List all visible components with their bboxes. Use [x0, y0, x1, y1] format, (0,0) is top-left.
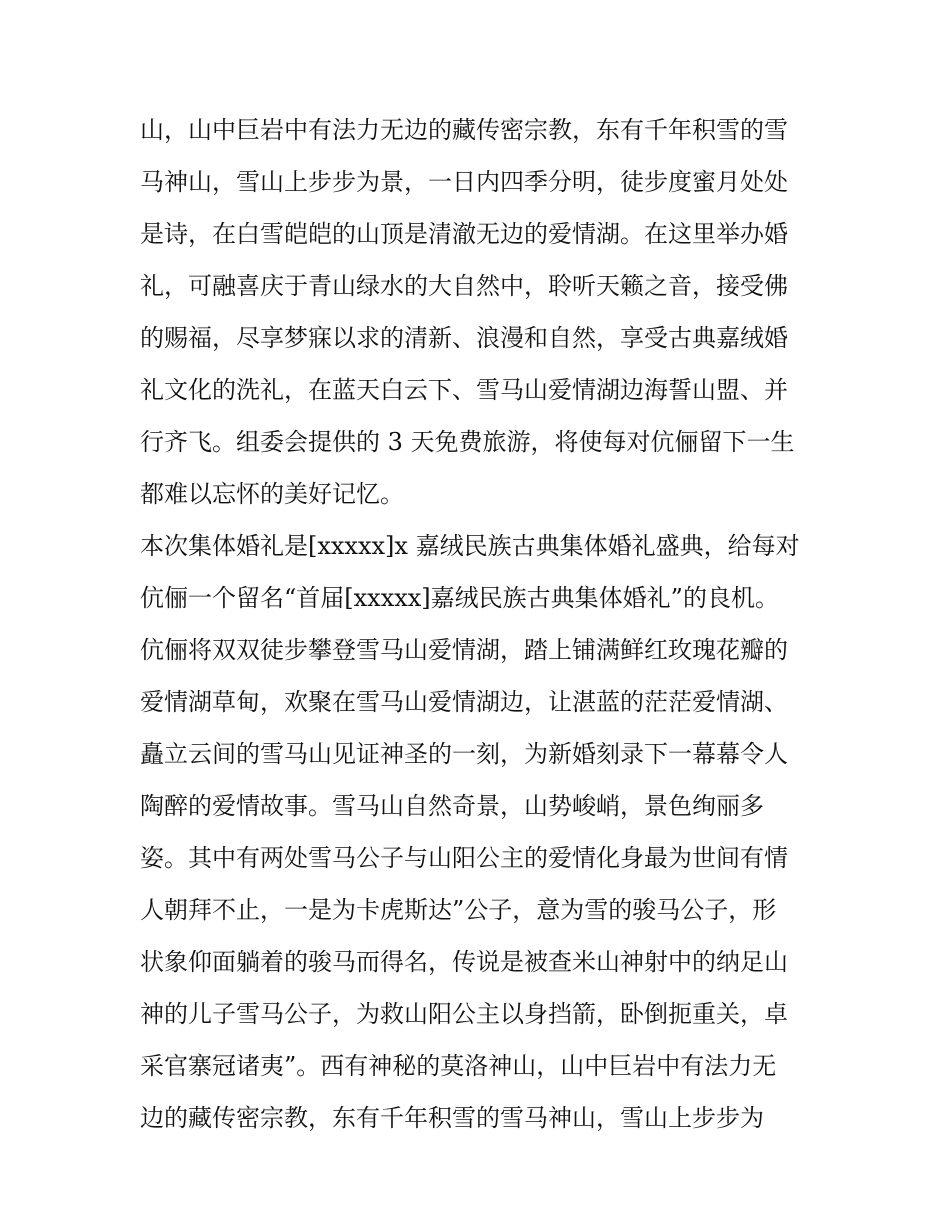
text-line: 山，山中巨岩中有法力无边的藏传密宗教，东有千年积雪的雪: [140, 116, 788, 144]
text-line: 是诗，在白雪皑皑的山顶是清澈无边的爱情湖。在这里举办婚: [140, 220, 788, 248]
text-line: 礼文化的洗礼，在蓝天白云下、雪马山爱情湖边海誓山盟、并: [140, 376, 788, 404]
text-line: 矗立云间的雪马山见证神圣的一刻，为新婚刻录下一幕幕令人: [140, 740, 788, 768]
text-line: 边的藏传密宗教，东有千年积雪的雪马神山，雪山上步步为: [140, 1104, 764, 1132]
text-line: 马神山，雪山上步步为景，一日内四季分明，徒步度蜜月处处: [140, 168, 788, 196]
text-line: 行齐飞。组委会提供的 3 天免费旅游，将使每对伉俪留下一生: [140, 428, 795, 456]
body-text: [140, 104, 820, 1144]
text-line: 人朝拜不止，一是为卡虎斯达”公子，意为雪的骏马公子，形: [140, 896, 777, 924]
text-line: 神的儿子雪马公子，为救山阳公主以身挡箭，卧倒扼重关，卓: [140, 1000, 788, 1028]
text-line: 的赐福，尽享梦寐以求的清新、浪漫和自然，享受古典嘉绒婚: [140, 324, 788, 352]
text-line: 姿。其中有两处雪马公子与山阳公主的爱情化身最为世间有情: [140, 844, 788, 872]
text-line: 礼，可融喜庆于青山绿水的大自然中，聆听天籁之音，接受佛: [140, 272, 788, 300]
text-line: 伉俪将双双徒步攀登雪马山爱情湖，踏上铺满鲜红玫瑰花瓣的: [140, 636, 788, 664]
text-line: 本次集体婚礼是[xxxxx]x 嘉绒民族古典集体婚礼盛典，给每对: [140, 532, 800, 560]
text-line: 状象仰面躺着的骏马而得名，传说是被查米山神射中的纳足山: [140, 948, 788, 976]
text-line: 爱情湖草甸，欢聚在雪马山爱情湖边，让湛蓝的茫茫爱情湖、: [140, 688, 788, 716]
text-line: 都难以忘怀的美好记忆。: [140, 480, 404, 508]
text-line: 伉俪一个留名“首届[xxxxx]嘉绒民族古典集体婚礼”的良机。: [140, 584, 779, 612]
text-line: 陶醉的爱情故事。雪马山自然奇景，山势峻峭，景色绚丽多: [140, 792, 764, 820]
text-line: 采官寨冠诸夷”。西有神秘的莫洛神山，山中巨岩中有法力无: [140, 1052, 777, 1080]
